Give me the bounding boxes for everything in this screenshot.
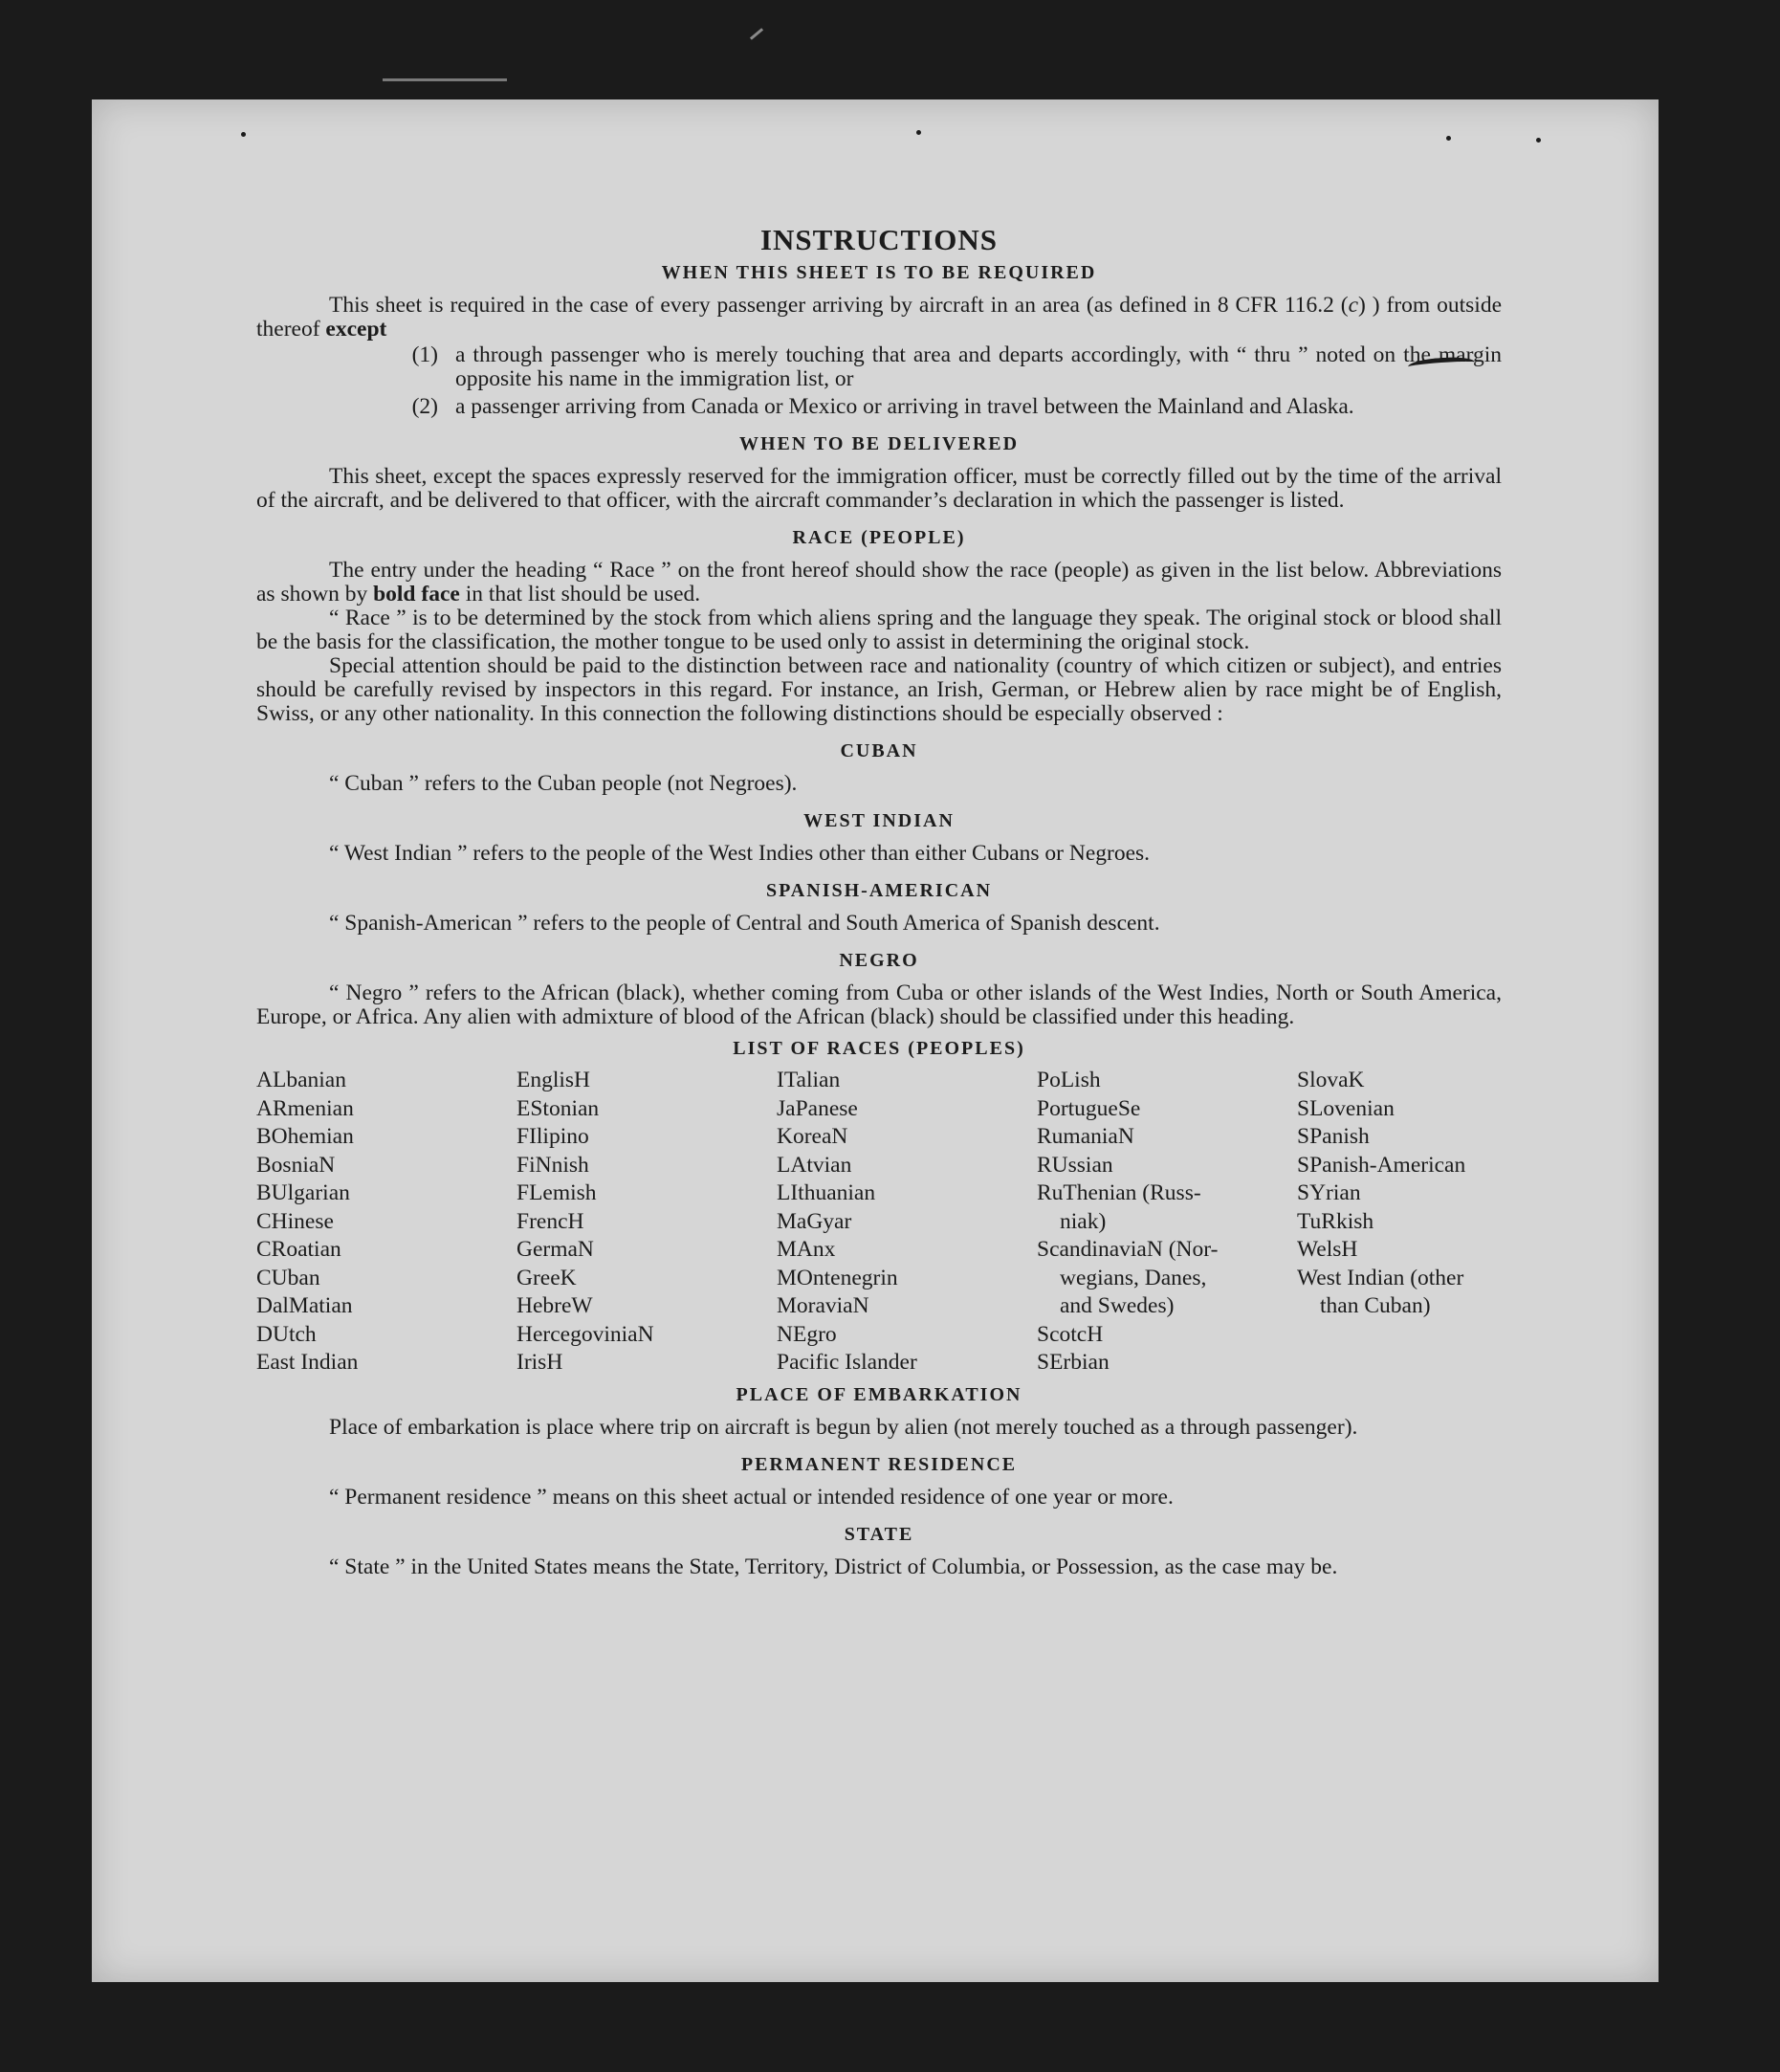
list-item-number: (1) bbox=[411, 342, 438, 367]
race-entry: SlovaK bbox=[1297, 1068, 1365, 1092]
race-entry: FiNnish bbox=[516, 1152, 589, 1178]
heading-when-delivered: WHEN TO BE DELIVERED bbox=[738, 433, 1020, 454]
race-entry: West Indian (other bbox=[1297, 1265, 1464, 1290]
race-paragraph-2: “ Race ” is to be determined by the stock from which aliens spring and the language they speak. The original stock or blood shall be the basis for the classification, the mother tongue to be used only to assist in determining the original stock. bbox=[256, 606, 1502, 654]
race-column bbox=[1037, 1067, 1297, 1378]
race-entry: East Indian bbox=[256, 1350, 359, 1375]
race-entry: CHinese bbox=[256, 1208, 334, 1234]
cuban-text: “ Cuban ” refers to the Cuban people (not Negroes). bbox=[329, 771, 798, 796]
heading-state: STATE bbox=[844, 1523, 914, 1545]
dust-speck bbox=[241, 132, 246, 137]
list-item bbox=[256, 343, 1502, 391]
race-entry: ScandinaviaN (Nor- bbox=[1037, 1237, 1219, 1262]
race-entry: RuThenian (Russ- bbox=[1037, 1180, 1201, 1205]
race-paragraph-3: Special attention should be paid to the distinction between race and nationality (country of which citizen or subject), and entries should be carefully revised by inspectors in this regard. For instance, an Irish, German, or Hebrew alien by race might be of English, Swiss, or any other nationality. In this connection the following distinctions should be especially observed : bbox=[256, 653, 1502, 726]
race-column bbox=[516, 1067, 777, 1378]
list-item-text: a through passenger who is merely touching that area and departs accordingly, with “ thru ” noted on the margin opposite his name in the immigration list, or bbox=[455, 342, 1502, 391]
race-entry: MoraviaN bbox=[777, 1293, 869, 1318]
race-entry: wegians, Danes, bbox=[1060, 1265, 1207, 1290]
race-column bbox=[256, 1067, 516, 1378]
race-entry: MOntenegrin bbox=[777, 1265, 898, 1290]
race-entry: than Cuban) bbox=[1320, 1293, 1431, 1318]
race-entry: MaGyar bbox=[777, 1208, 852, 1234]
race-entry: LAtvian bbox=[777, 1152, 852, 1178]
dust-speck bbox=[1536, 138, 1541, 143]
race-list-table bbox=[256, 1067, 1502, 1378]
race-entry: ALbanian bbox=[256, 1068, 346, 1092]
race-entry: WelsH bbox=[1297, 1237, 1358, 1262]
race-entry: BosniaN bbox=[256, 1152, 336, 1178]
race-entry: Pacific Islander bbox=[777, 1350, 917, 1375]
page-title: INSTRUCTIONS bbox=[759, 223, 998, 256]
state-text: “ State ” in the United States means the State, Territory, District of Columbia, or Possession, as the case may be. bbox=[329, 1554, 1338, 1579]
race-entry: BUlgarian bbox=[256, 1180, 350, 1205]
film-scratch bbox=[383, 78, 507, 81]
list-item-text: a passenger arriving from Canada or Mexico or arriving in travel between the Mainland and Alaska. bbox=[455, 394, 1354, 419]
race-entry: SPanish bbox=[1297, 1124, 1370, 1149]
race-entry: JaPanese bbox=[777, 1095, 858, 1121]
residence-text: “ Permanent residence ” means on this sheet actual or intended residence of one year or more. bbox=[329, 1484, 1174, 1510]
required-exceptions-list bbox=[256, 343, 1502, 419]
race-entry: EnglisH bbox=[516, 1068, 591, 1092]
race-entry: and Swedes) bbox=[1060, 1293, 1175, 1318]
race-entry: HercegoviniaN bbox=[516, 1321, 654, 1347]
heading-cuban: CUBAN bbox=[840, 740, 918, 761]
race-entry: FrencH bbox=[516, 1208, 584, 1234]
race-entry: DUtch bbox=[256, 1321, 317, 1347]
list-item-number: (2) bbox=[411, 394, 438, 419]
race-entry: SLovenian bbox=[1297, 1095, 1395, 1121]
race-column bbox=[1297, 1067, 1502, 1378]
heading-race: RACE (PEOPLE) bbox=[792, 527, 966, 548]
heading-west-indian: WEST INDIAN bbox=[803, 810, 955, 831]
race-entry: SPanish-American bbox=[1297, 1152, 1466, 1178]
race-entry: FLemish bbox=[516, 1180, 597, 1205]
race-entry: RUssian bbox=[1037, 1152, 1113, 1178]
race-entry: ScotcH bbox=[1037, 1321, 1104, 1347]
race-column bbox=[777, 1067, 1037, 1378]
race-entry: SErbian bbox=[1037, 1350, 1110, 1375]
race-entry: RumaniaN bbox=[1037, 1124, 1134, 1149]
dust-speck bbox=[1446, 136, 1451, 141]
race-paragraph-1 bbox=[256, 559, 1502, 606]
required-intro-letter: c bbox=[1348, 293, 1359, 318]
race-entry: DalMatian bbox=[256, 1293, 353, 1318]
race-entry: SYrian bbox=[1297, 1180, 1361, 1205]
race-entry: NEgro bbox=[777, 1321, 837, 1347]
heading-embarkation: PLACE OF EMBARKATION bbox=[736, 1383, 1022, 1405]
race-entry: HebreW bbox=[516, 1293, 593, 1318]
required-intro-text-a: This sheet is required in the case of every passenger arriving by aircraft in an area (as defined in 8 CFR 116.2 ( bbox=[329, 293, 1349, 318]
required-intro bbox=[256, 294, 1502, 342]
race-entry: PortugueSe bbox=[1037, 1095, 1141, 1121]
race-entry: KoreaN bbox=[777, 1124, 848, 1149]
heading-when-required: WHEN THIS SHEET IS TO BE REQUIRED bbox=[661, 262, 1097, 283]
race-entry: FIlipino bbox=[516, 1124, 589, 1149]
heading-permanent-residence: PERMANENT RESIDENCE bbox=[740, 1453, 1018, 1475]
race-entry: MAnx bbox=[777, 1237, 836, 1262]
race-entry: ARmenian bbox=[256, 1095, 354, 1121]
required-intro-except: except bbox=[325, 317, 387, 342]
race-entry: BOhemian bbox=[256, 1124, 354, 1149]
spanish-american-text: “ Spanish-American ” refers to the people of Central and South America of Spanish descent. bbox=[329, 911, 1160, 936]
race-entry: TuRkish bbox=[1297, 1208, 1374, 1234]
race-entry: LIthuanian bbox=[777, 1180, 876, 1205]
film-scratch-tick bbox=[750, 28, 763, 40]
heading-list-of-races: LIST OF RACES (PEOPLES) bbox=[733, 1038, 1025, 1059]
race-p1-text-b: in that list should be used. bbox=[459, 582, 701, 606]
race-entry: CRoatian bbox=[256, 1237, 341, 1262]
race-entry: GreeK bbox=[516, 1265, 577, 1290]
race-entry: GermaN bbox=[516, 1237, 594, 1262]
delivered-text: This sheet, except the spaces expressly reserved for the immigration officer, must be correctly filled out by the time of the arrival of the aircraft, and be delivered to that officer, with the aircraft commander’s declaration in which the passenger is listed. bbox=[256, 464, 1502, 513]
list-item bbox=[256, 395, 1502, 419]
race-entry: PoLish bbox=[1037, 1068, 1101, 1092]
required-intro-text-b: ) ) from outside thereof bbox=[256, 293, 1502, 342]
race-p1-text-a: The entry under the heading “ Race ” on the front hereof should show the race (people) as given in the list below. Abbreviations as shown by bbox=[256, 558, 1502, 606]
race-entry: CUban bbox=[256, 1265, 320, 1290]
race-entry: niak) bbox=[1060, 1208, 1107, 1234]
instructions-content bbox=[256, 223, 1502, 1579]
race-entry: EStonian bbox=[516, 1095, 600, 1121]
embarkation-text: Place of embarkation is place where trip on aircraft is begun by alien (not merely touched as a through passenger). bbox=[329, 1414, 1358, 1440]
race-entry: IrisH bbox=[516, 1350, 563, 1375]
dust-speck bbox=[916, 130, 921, 135]
heading-spanish-american: SPANISH-AMERICAN bbox=[765, 880, 993, 901]
negro-text: “ Negro ” refers to the African (black), whether coming from Cuba or other islands of the West Indies, North or South America, Europe, or Africa. Any alien with admixture of blood of the African (black) should be classified under this heading. bbox=[256, 981, 1502, 1029]
race-p1-bold: bold face bbox=[373, 582, 460, 606]
west-indian-text: “ West Indian ” refers to the people of the West Indies other than either Cubans or Negroes. bbox=[329, 841, 1151, 866]
heading-negro: NEGRO bbox=[839, 950, 919, 971]
race-entry: ITalian bbox=[777, 1068, 841, 1092]
